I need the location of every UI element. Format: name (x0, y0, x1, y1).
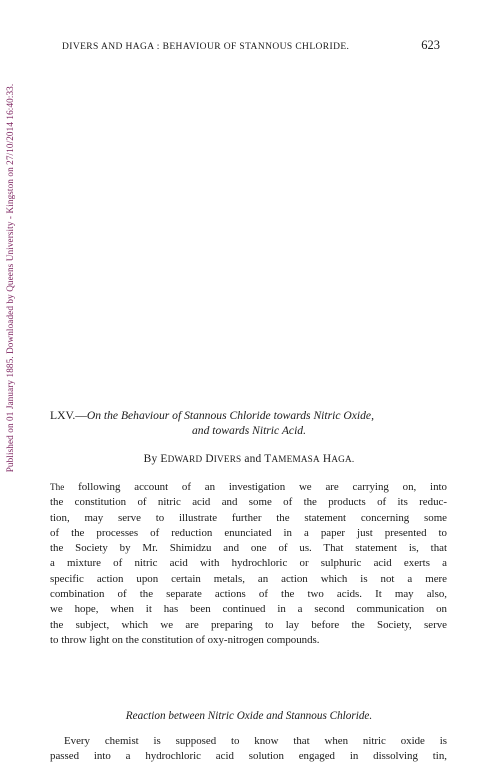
author-2 (264, 453, 354, 465)
paragraph-intro (50, 480, 447, 648)
section-heading: Reaction between Nitric Oxide and Stannous Chloride. (125, 710, 373, 722)
line-text: following account of an investigation we are carrying on, into (64, 481, 447, 493)
paragraph-line: to throw light on the constitution of oxy-nitrogen compounds. (50, 633, 320, 646)
paragraph-line: specific action upon certain metals, an action which is not a mere (50, 572, 447, 585)
paragraph-line: the subject, which we are preparing to lay before the Society, serve (50, 618, 447, 631)
author-1-first-rest: DWARD (167, 454, 203, 464)
paragraph-line: the Society by Mr. Shimidzu and one of us. That statement is, that (50, 542, 447, 555)
title-line-2: and towards Nitric Acid. (191, 424, 306, 437)
byline-by: By (143, 453, 158, 465)
author-2-first-rest: AMEMASA (271, 454, 320, 464)
publication-notice-text: Published on 01 January 1885. Downloaded by Queens University - Kingston on 27/10/2014 16:40:33. (4, 83, 15, 472)
author-1-first-initial: E (160, 453, 168, 465)
paragraph-line (50, 480, 447, 495)
paragraph-line: tion, may serve to illustrate further the statement concerning some (50, 511, 447, 524)
paragraph-line: a mixture of nitric acid with hydrochloric or sulphuric acid exerts a (50, 557, 447, 570)
title-dash: — (75, 409, 87, 422)
author-1-last-rest: IVERS (213, 454, 242, 464)
paragraph-line: passed into a hydrochloric acid solution engaged in dissolving tin, (50, 750, 447, 763)
paragraph-line: Every chemist is supposed to know that when nitric oxide is (64, 735, 447, 747)
paragraph-line: of the processes of reduction enunciated in a paper just presented to (50, 526, 447, 539)
article-title (50, 408, 448, 438)
paragraph-line: we hope, when it has been continued in a second communication on (50, 603, 447, 616)
byline-and: and (244, 453, 262, 465)
publication-notice (4, 55, 15, 500)
author-1 (160, 453, 241, 465)
author-2-last-rest: AGA. (331, 454, 355, 464)
byline (50, 453, 448, 465)
paragraph-line: the constitution of nitric acid and some of the products of its reduc- (50, 496, 447, 509)
paragraph-reaction (50, 734, 447, 765)
page-number: 623 (421, 38, 440, 52)
paragraph-line: combination of the separate actions of the two acids. It may also, (50, 588, 447, 601)
author-1-last-initial: D (205, 453, 214, 465)
title-line-1 (50, 408, 448, 423)
running-header (62, 38, 440, 53)
author-2-first-initial: T (264, 453, 272, 465)
author-2-last-initial: H (322, 453, 332, 465)
title-text-1: On the Behaviour of Stannous Chloride towards Nitric Oxide, (86, 409, 374, 422)
running-head: DIVERS AND HAGA : BEHAVIOUR OF STANNOUS CHLORIDE. (62, 42, 350, 52)
first-word: The (50, 482, 65, 492)
article-number: LXV. (50, 409, 76, 422)
